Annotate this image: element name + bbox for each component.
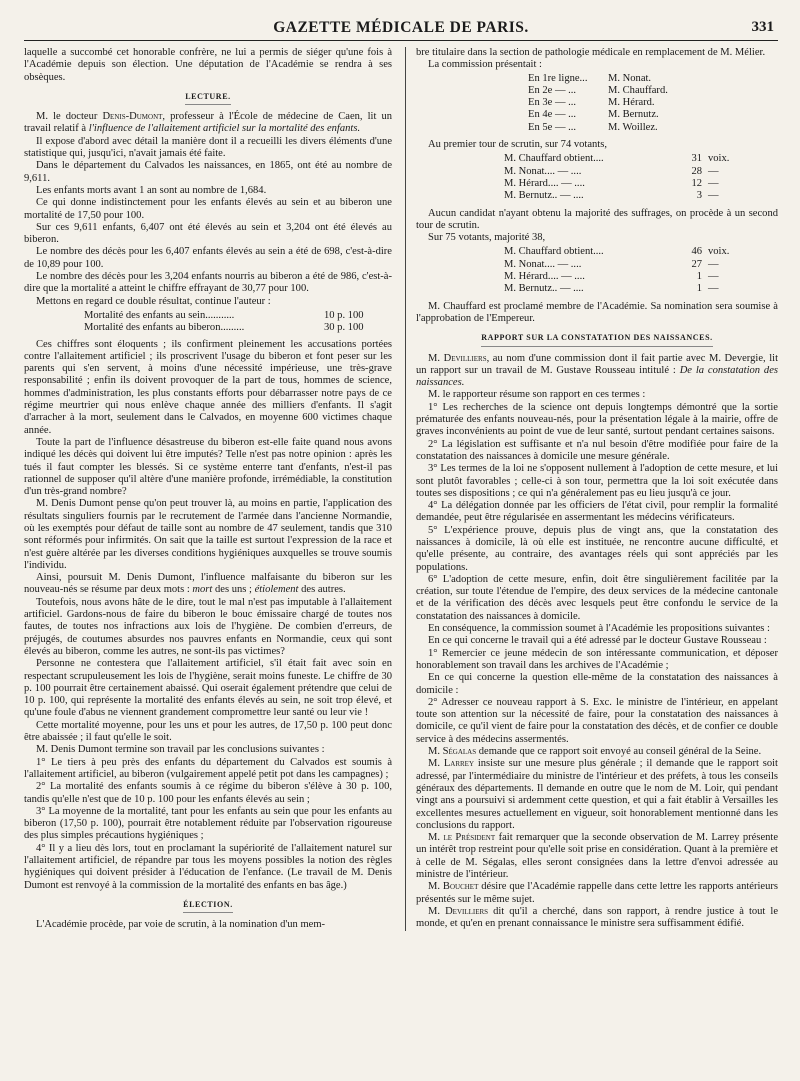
report-item: 3° Les termes de la loi ne s'opposent nullement à l'adoption de cette mesure, et lui sont plutôt favorables ; celle-ci à son tour, permettra que la loi soit exécutée dans toutes ses dispositions ; ce qui n'a généralement pas eu lieu jusqu'à ce jour.: [416, 463, 778, 499]
author-name: Denis-Dumont: [102, 111, 163, 123]
section-heading-rapport: RAPPORT SUR LA CONSTATATION DES NAISSANCES.: [416, 332, 778, 346]
conclusion-item: 3° La moyenne de la mortalité, tant pour les enfants au sein que pour les enfants au biberon (17,50 p. 100), pourrait être notablement réduite par l'observation rigoureuse des plus simples précautions hygiéniques ;: [24, 805, 392, 842]
commission-list: [416, 73, 778, 134]
paragraph: Ces chiffres sont éloquents ; ils confirment pleinement les accusations portées contre l'allaitement artificiel ; ils proscrivent l'usage du biberon et font peser sur les parents qui s'en servent, à moins d'une nécessité impérieuse, une très-grave responsabilité ; enfin ils doivent provoquer de la part de tous, hommes de science, hommes d'administration, les plus constants efforts pour débarrasser notre pays de ce régime meurtrier qui nous enlève chaque année des milliers d'enfants. Il s'agit d'arracher à la mort, seulement dans le Calvados, en moyenne 600 victimes chaque année.: [24, 338, 392, 436]
paragraph: Cette mortalité moyenne, pour les uns et pour les autres, de 17,50 p. 100 peut donc être abaissée ; il faut qu'elle le soit.: [24, 719, 392, 744]
paragraph: laquelle a succombé cet honorable confrère, ne lui a permis de siéger qu'une fois à l'Académie depuis son élection. Une députation de l'Académie se rendra à ses obsèques.: [24, 47, 392, 83]
left-column: [24, 47, 392, 931]
proposal-item: 2° Adresser ce nouveau rapport à S. Exc. le ministre de l'intérieur, en appelant toute son attention sur la nécessité de faire, pour la constatation des naissances à domicile, ce qu'il vient de faire pour la constatation des décès, et de confier ce double service à des médecins assermentés.: [416, 696, 778, 745]
paragraph: Le nombre des décès pour les 6,407 enfants élevés au sein a été de 698, c'est-à-dire de 10,89 pour 100.: [24, 246, 392, 270]
mortality-comparison: [24, 310, 392, 335]
columns: [24, 47, 778, 931]
paragraph: M. Bouchet désire que l'Académie rappelle dans cette lettre les rapports antérieurs présentés sur le même sujet.: [416, 881, 778, 905]
paragraph: L'Académie procède, par voie de scrutin, à la nomination d'un mem-: [36, 919, 326, 931]
vote-row: M. Chauffard obtient.... 46 voix.: [504, 246, 730, 258]
formula-row: Mortalité des enfants au biberon......... 30 p. 100: [84, 322, 364, 334]
paragraph: M. le rapporteur résume son rapport en ces termes :: [428, 389, 646, 401]
paragraph: Le nombre des décès pour les 3,204 enfants nourris au biberon a été de 986, c'est-à-dire que la mortalité a atteint le chiffre effrayant de 30,77 pour 100.: [24, 271, 392, 295]
report-item: 5° L'expérience prouve, depuis plus de vingt ans, que la constatation des naissances à domicile, là où elle est instituée, ne rencontre aucune difficulté, et qu'elle présente, au contraire, des avantages réels qui sont appréciés par les populations.: [416, 524, 778, 573]
paragraph: bre titulaire dans la section de pathologie médicale en remplacement de M. Mélier.: [416, 47, 766, 58]
paragraph: Il expose d'abord avec détail la manière dont il a recueilli les divers éléments d'une statistique qui, jusqu'ici, n'avait jamais été faite.: [24, 135, 392, 160]
vote-results-first: [416, 153, 778, 202]
paragraph: En ce qui concerne la question elle-même de la constatation des naissances à domicile :: [416, 672, 778, 696]
paragraph: Sur ces 9,611 enfants, 6,407 ont été élevés au sein et 3,204 ont été élevés au biberon.: [24, 221, 392, 246]
report-item: 6° L'adoption de cette mesure, enfin, doit être singulièrement facilitée par la création, sur toute l'étendue de l'empire, des deux services de la médecine cantonale et de la vérification des décès avec lesquels peut être confondu le service de la constatation des naissances à domicile.: [416, 573, 778, 622]
vote-row: M. Chauffard obtient.... 31 voix.: [504, 153, 730, 165]
right-column: [405, 47, 778, 931]
report-item: 1° Les recherches de la science ont depuis longtemps démontré que la sortie prématurée des enfants nouveau-nés, pour la présentation légale à la mairie, offre de graves inconvénients au point de vue de leur santé, surtout pendant certaines saisons.: [416, 401, 778, 438]
paragraph: Mettons en regard ce double résultat, continue l'auteur :: [36, 295, 271, 307]
section-heading-lecture: LECTURE.: [24, 91, 392, 105]
conclusion-item: 2° La mortalité des enfants soumis à ce régime du biberon s'élève à 30 p. 100, tandis qu'elle n'est que de 10 p. 100 pour les enfants élevés au sein ;: [24, 781, 392, 805]
paragraph: M. le Président fait remarquer que la seconde observation de M. Larrey présente un intérêt trop restreint pour qu'elle soit prise en considération. Quant à la première et à celle de M. Ségalas, elles seront consignées dans la lettre d'envoi adressée au ministre de l'intérieur.: [416, 832, 779, 880]
vote-row: M. Nonat.... — .... 28 —: [504, 165, 719, 177]
paragraph: Sur 75 votants, majorité 38,: [428, 232, 546, 244]
proposal-item: 1° Remercier ce jeune médecin de son intéressante communication, et déposer honorablement son travail dans les archives de l'Académie ;: [416, 647, 778, 671]
paragraph: Ce qui donne indistinctement pour les enfants élevés au sein et au biberon une mortalité de 17,50 pour 100.: [24, 197, 392, 221]
report-item: 4° La délégation donnée par les officiers de l'état civil, pour remplir la formalité demandée, peut être régularisée en assermentant les médecins vérificateurs.: [416, 500, 778, 524]
paragraph: M. Devilliers, au nom d'une commission dont il fait partie avec M. Devergie, lit un rapport sur un travail de M. Gustave Rousseau intitulé : De la constatation des naissances.: [416, 352, 778, 389]
report-item: 2° La législation est suffisante et n'a nul besoin d'être modifiée pour faire de la constatation des naissances à domicile une mesure générale.: [416, 438, 778, 462]
paragraph: M. Devilliers dit qu'il a cherché, dans son rapport, à rendre justice à tout le monde, et qu'en en prenant connaissance le ministre sera suffisamment édifié.: [416, 905, 779, 930]
commission-row: En 2e — ... M. Chauffard.: [528, 84, 668, 96]
commission-row: En 4e — ... M. Bernutz.: [528, 109, 659, 121]
page-header: [24, 10, 778, 41]
work-title: l'influence de l'allaitement artificiel sur la mortalité des enfants.: [88, 123, 361, 135]
journal-title: GAZETTE MÉDICALE DE PARIS.: [273, 19, 529, 36]
section-heading-election: ÉLECTION.: [24, 899, 392, 913]
paragraph: Toutefois, nous avons hâte de le dire, tout le mal n'est pas imputable à l'allaitement artificiel. Gardons-nous de faire du biberon le bouc émissaire chargé de toutes nos fautes, de toutes nos infractions aux lois de l'hygiène. De combien d'erreurs, de préjugés, de coutumes absurdes nos pauvres enfants en Normandie, ceux qui sont élevés au biberon, comme les autres, ne sont-ils pas victimes?: [24, 596, 392, 657]
paragraph: Toute la part de l'influence désastreuse du biberon est-elle faite quand nous avons indiqué les décès qui doivent lui être imputés? Telle n'est pas notre opinion : après les tués il faut compter les blessés. Si ce système enterre tant d'enfants, n'est-il pas rationnel de supposer qu'il altère d'une manière profonde, irrémédiable, la constitution d'un très-grand nombre?: [24, 436, 392, 498]
formula-row: Mortalité des enfants au sein........... 10 p. 100: [84, 309, 364, 321]
conclusion-item: 4° Il y a lieu dès lors, tout en proclamant la supériorité de l'allaitement naturel sur l'allaitement artificiel, de répandre par tous les moyens possibles la notion des règles hygiéniques qui doivent présider à l'éducation de l'enfance. (Le travail de M. Denis Dumont est renvoyé à la commission de la mortalité des enfants en bas âge.): [24, 842, 392, 891]
paragraph: M. Ségalas demande que ce rapport soit envoyé au conseil général de la Seine.: [428, 746, 762, 758]
paragraph: En ce qui concerne le travail qui a été adressé par le docteur Gustave Rousseau :: [428, 635, 767, 647]
commission-row: En 5e — ... M. Woillez.: [528, 121, 658, 133]
conclusion-item: 1° Le tiers à peu près des enfants du département du Calvados est soumis à l'allaitement artificiel, au biberon (vulgairement appelé petit pot dans les campagnes) ;: [24, 756, 392, 780]
paragraph: En conséquence, la commission soumet à l'Académie les propositions suivantes :: [428, 623, 770, 635]
commission-row: En 3e — ... M. Hérard.: [528, 97, 655, 109]
paragraph: Ainsi, poursuit M. Denis Dumont, l'influence malfaisante du biberon sur les nouveau-nés se résume par deux mots : mort des uns ; étiolement des autres.: [24, 572, 392, 596]
paragraph: Personne ne contestera que l'allaitement artificiel, s'il était fait avec soin en respectant scrupuleusement les lois de l'hygiène, serait moins funeste. Le chiffre de 30 p. 100 pourrait être certainement abaissé. Qui oserait également prétendre que celui de 10 p. 100, qui représente la mortalité des enfants élevés au sein, ne soit trop élevé, et qu'une foule d'abus ne viennent grandement compromettre leur santé ou leur vie !: [24, 658, 392, 719]
page-number: 331: [751, 19, 774, 35]
commission-row: En 1re ligne... M. Nonat.: [528, 72, 652, 84]
paragraph: Dans le département du Calvados les naissances, en 1865, ont été au nombre de 9,611.: [24, 160, 392, 184]
paragraph: M. Denis Dumont termine son travail par les conclusions suivantes :: [36, 744, 325, 756]
paragraph: La commission présentait :: [428, 59, 542, 71]
vote-results-second: [416, 246, 778, 295]
paragraph: Aucun candidat n'ayant obtenu la majorité des suffrages, on procède à un second tour de scrutin.: [416, 207, 778, 231]
paragraph: M. Chauffard est proclamé membre de l'Académie. Sa nomination sera soumise à l'approbation de l'Empereur.: [416, 300, 778, 324]
vote-row: M. Hérard.... — .... 1 —: [504, 271, 719, 283]
vote-row: M. Bernutz.. — .... 1 —: [504, 283, 719, 295]
vote-row: M. Hérard.... — .... 12 —: [504, 177, 719, 189]
paragraph: Les enfants morts avant 1 an sont au nombre de 1,684.: [36, 184, 267, 196]
paragraph: Au premier tour de scrutin, sur 74 votants,: [428, 139, 607, 151]
paragraph: M. le docteur Denis-Dumont, professeur à l'École de médecine de Caen, lit un travail relatif à l'influence de l'allaitement artificiel sur la mortalité des enfants.: [24, 111, 392, 135]
vote-row: M. Nonat.... — .... 27 —: [504, 258, 719, 270]
paragraph: M. Denis Dumont pense qu'on peut trouver là, au moins en partie, l'application des résultats singuliers fournis par le recrutement de l'armée dans l'ancienne Normandie, où les exemptés pour défaut de taille sont au nombre de 47 seulement, tandis que 310 sont réformés pour infirmités. On sait que la taille est surtout l'expression de la race et n'est guère altérée par les diverses conditions hygiéniques auxquelles se trouve soumis l'individu.: [24, 498, 392, 571]
paragraph: M. Larrey insiste sur une mesure plus générale ; il demande que le rapport soit adressé, par l'intermédiaire du ministre de l'intérieur et des préfets, à tous les conseils généraux des départements. Il demande en outre que le nom de M. Loir, qui pendant vingt ans a poursuivi si ardemment cette question, et qui a fait établir à Versailles les excellentes mesures actuellement en vigueur, soit honorablement mentionné dans les conclusions du rapport.: [416, 758, 778, 831]
vote-row: M. Bernutz.. — .... 3 —: [504, 190, 719, 202]
